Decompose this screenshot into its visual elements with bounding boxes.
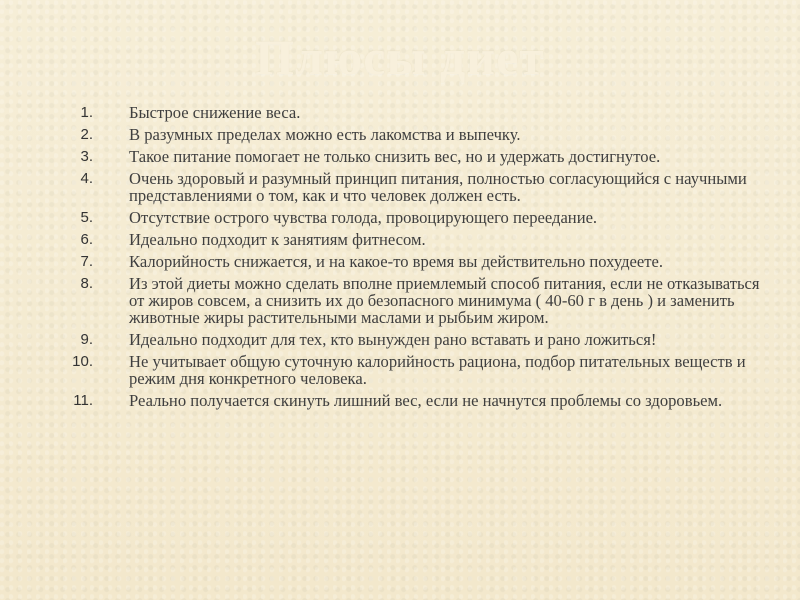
- list-number: 7.: [80, 253, 93, 270]
- list-item: [34, 231, 776, 248]
- list-text: Идеально подходит для тех, кто вынужден рано вставать и рано ложиться!: [129, 330, 657, 349]
- benefits-list: [34, 104, 776, 414]
- list-text: Очень здоровый и разумный принцип питания, полностью согласующийся с научными представлениями о том, как и что человек должен есть.: [129, 169, 747, 205]
- list-item: [34, 148, 776, 165]
- list-item: [34, 170, 776, 204]
- list-number: 5.: [80, 209, 93, 226]
- list-number: 4.: [80, 170, 93, 187]
- list-number: 11.: [73, 392, 93, 409]
- list-number: 3.: [80, 148, 93, 165]
- list-number: 1.: [80, 104, 93, 121]
- list-number: 2.: [80, 126, 93, 143]
- list-item: [34, 353, 776, 387]
- list-item: [34, 126, 776, 143]
- list-number: 9.: [80, 331, 93, 348]
- list-text: Из этой диеты можно сделать вполне приемлемый способ питания, если не отказываться от жиров совсем, а снизить их до безопасного минимума ( 40-60 г в день ) и заменить животные жиры растительными маслами и рыбьим жиром.: [129, 274, 760, 327]
- list-text: Быстрое снижение веса.: [129, 103, 301, 122]
- list-item: [34, 392, 776, 409]
- list-text: Идеально подходит к занятиям фитнесом.: [129, 230, 426, 249]
- list-number: 6.: [80, 231, 93, 248]
- list-text: Не учитывает общую суточную калорийность рациона, подбор питательных веществ и режим дня конкретного человека.: [129, 352, 746, 388]
- list-item: [34, 331, 776, 348]
- slide-title: Плюсы диет: [255, 29, 545, 85]
- list-number: 10.: [72, 353, 93, 370]
- list-item: [34, 275, 776, 326]
- list-item: [34, 104, 776, 121]
- list-text: Отсутствие острого чувства голода, провоцирующего переедание.: [129, 208, 598, 227]
- list-text: Такое питание помогает не только снизить вес, но и удержать достигнутое.: [129, 147, 661, 166]
- list-item: [34, 253, 776, 270]
- list-number: 8.: [80, 275, 93, 292]
- list-text: Калорийность снижается, и на какое-то время вы действительно похудеете.: [129, 252, 664, 271]
- list-text: В разумных пределах можно есть лакомства и выпечку.: [129, 125, 521, 144]
- list-item: [34, 209, 776, 226]
- list-text: Реально получается скинуть лишний вес, если не начнутся проблемы со здоровьем.: [129, 391, 723, 410]
